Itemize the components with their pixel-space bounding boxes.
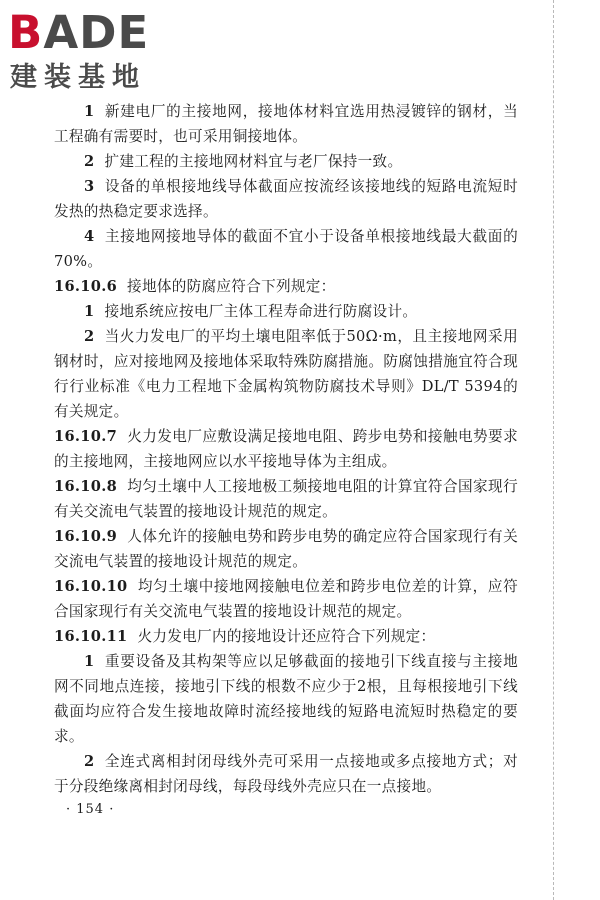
item-text: 接地系统应按电厂主体工程寿命进行防腐设计。 bbox=[104, 303, 418, 320]
clause bbox=[54, 474, 518, 524]
clause-number: 16.10.8 bbox=[54, 478, 118, 495]
item-text: 新建电厂的主接地网，接地体材料宜选用热浸镀锌的钢材，当工程确有需要时，也可采用铜接地体。 bbox=[54, 103, 518, 145]
list-item bbox=[54, 99, 518, 149]
clause-text: 火力发电厂内的接地设计还应符合下列规定： bbox=[137, 628, 436, 645]
clause bbox=[54, 274, 518, 299]
clause-text: 均匀土壤中人工接地极工频接地电阻的计算宜符合国家现行有关交流电气装置的接地设计规范的规定。 bbox=[54, 478, 518, 520]
document-body bbox=[54, 99, 518, 799]
clause-number: 16.10.7 bbox=[54, 428, 118, 445]
logo-wordmark bbox=[8, 6, 149, 60]
item-number: 1 bbox=[84, 303, 95, 320]
clause-text: 接地体的防腐应符合下列规定： bbox=[127, 278, 336, 295]
logo-word-rest: ADE bbox=[43, 6, 150, 59]
clause bbox=[54, 424, 518, 474]
clause bbox=[54, 524, 518, 574]
item-number: 2 bbox=[84, 328, 95, 345]
item-text: 当火力发电厂的平均土壤电阻率低于50Ω·m，且主接地网采用钢材时，应对接地网及接地体采取特殊防腐措施。防腐蚀措施宜符合现行行业标准《电力工程地下金属构筑物防腐技术导则》DL/T 5394的有关规定。 bbox=[54, 328, 518, 420]
clause bbox=[54, 574, 518, 624]
clause-text: 均匀土壤中接地网接触电位差和跨步电位差的计算，应符合国家现行有关交流电气装置的接地设计规范的规定。 bbox=[54, 578, 518, 620]
list-item bbox=[54, 174, 518, 224]
item-number: 2 bbox=[84, 753, 95, 770]
clause-text: 人体允许的接触电势和跨步电势的确定应符合国家现行有关交流电气装置的接地设计规范的规定。 bbox=[54, 528, 518, 570]
clause-number: 16.10.9 bbox=[54, 528, 118, 545]
page-number: · 154 · bbox=[66, 802, 115, 817]
list-item bbox=[54, 299, 518, 324]
item-text: 重要设备及其构架等应以足够截面的接地引下线直接与主接地网不同地点连接，接地引下线的根数不应少于2根，且每根接地引下线截面均应符合发生接地故障时流经接地线的短路电流短时热稳定的要求。 bbox=[54, 653, 518, 745]
clause-number: 16.10.6 bbox=[54, 278, 118, 295]
page-edge-line bbox=[553, 0, 554, 900]
item-number: 3 bbox=[84, 178, 95, 195]
clause-number: 16.10.10 bbox=[54, 578, 128, 595]
item-number: 4 bbox=[84, 228, 95, 245]
logo-accent-letter: B bbox=[8, 6, 44, 59]
item-text: 主接地网接地导体的截面不宜小于设备单根接地线最大截面的70%。 bbox=[54, 228, 518, 270]
item-text: 设备的单根接地线导体截面应按流经该接地线的短路电流短时发热的热稳定要求选择。 bbox=[54, 178, 518, 220]
list-item bbox=[54, 149, 518, 174]
item-text: 扩建工程的主接地网材料宜与老厂保持一致。 bbox=[104, 153, 403, 170]
item-number: 1 bbox=[84, 653, 95, 670]
item-text: 全连式离相封闭母线外壳可采用一点接地或多点接地方式；对于分段绝缘离相封闭母线，每段母线外壳应只在一点接地。 bbox=[54, 753, 518, 795]
item-number: 1 bbox=[84, 103, 95, 120]
logo-subtitle: 建装基地 bbox=[10, 62, 146, 93]
list-item bbox=[54, 649, 518, 749]
list-item bbox=[54, 324, 518, 424]
clause bbox=[54, 624, 518, 649]
bade-logo bbox=[8, 6, 178, 98]
list-item bbox=[54, 749, 518, 799]
item-number: 2 bbox=[84, 153, 95, 170]
clause-text: 火力发电厂应敷设满足接地电阻、跨步电势和接触电势要求的主接地网，主接地网应以水平接地导体为主组成。 bbox=[54, 428, 518, 470]
list-item bbox=[54, 224, 518, 274]
clause-number: 16.10.11 bbox=[54, 628, 128, 645]
